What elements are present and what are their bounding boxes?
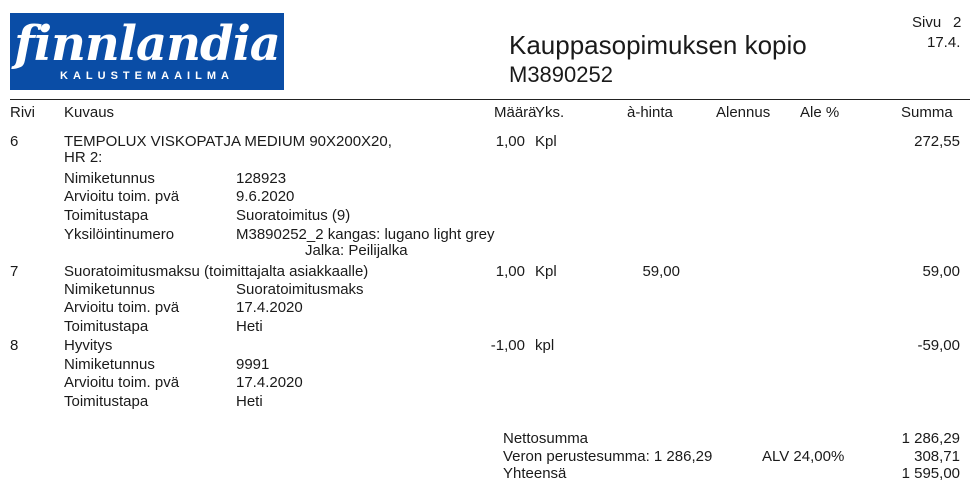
header-date: 17.4.	[927, 34, 961, 51]
col-alennus: Alennus	[716, 104, 771, 121]
vat-label: ALV 24,00%	[762, 448, 845, 465]
detail-label: Yksilöintinumero	[64, 226, 175, 243]
detail-label: Nimiketunnus	[64, 281, 155, 298]
vat-value: 308,71	[914, 448, 960, 465]
logo-subtitle: KALUSTEMAAILMA	[60, 70, 234, 82]
row-sum: 59,00	[922, 263, 960, 280]
finnlandia-logo	[10, 13, 284, 90]
col-yks: Yks.	[535, 104, 565, 121]
row-unit: Kpl	[535, 263, 557, 280]
detail-label: Toimitustapa	[64, 393, 149, 410]
tax-base-label: Veron perustesumma: 1 286,29	[503, 448, 713, 465]
row-description: Hyvitys	[64, 337, 113, 354]
col-kuvaus: Kuvaus	[64, 104, 115, 121]
detail-label: Arvioitu toim. pvä	[64, 299, 180, 316]
document-number: M3890252	[509, 62, 613, 87]
netto-value: 1 286,29	[901, 430, 960, 447]
detail-value: Suoratoimitus (9)	[236, 207, 351, 224]
detail-label: Arvioitu toim. pvä	[64, 374, 180, 391]
page-number: 2	[953, 14, 962, 31]
row-unit-price: 59,00	[642, 263, 680, 280]
detail-value: 17.4.2020	[236, 374, 303, 391]
logo-wordmark: finnlandia	[14, 16, 280, 72]
row-sum: 272,55	[914, 133, 960, 150]
col-ale-pct: Ale %	[800, 104, 840, 121]
netto-label: Nettosumma	[503, 430, 589, 447]
row-unit: Kpl	[535, 133, 557, 150]
total-label: Yhteensä	[503, 465, 567, 482]
row-sum: -59,00	[917, 337, 960, 354]
header-rule	[10, 99, 970, 100]
detail-value: Heti	[236, 318, 263, 335]
detail-label: Toimitustapa	[64, 318, 149, 335]
detail-value: Heti	[236, 393, 263, 410]
col-maara: Määrä	[494, 104, 537, 121]
row-number: 8	[10, 337, 19, 354]
col-ahinta: à-hinta	[627, 104, 673, 121]
row-unit: kpl	[535, 337, 555, 354]
row-number: 7	[10, 263, 19, 280]
detail-value: 9.6.2020	[236, 188, 295, 205]
detail-value: M3890252_2 kangas: lugano light grey	[236, 226, 495, 243]
detail-extra: Jalka: Peilijalka	[305, 242, 408, 259]
row-quantity: 1,00	[495, 133, 525, 150]
detail-value: 128923	[236, 170, 287, 187]
col-summa: Summa	[901, 104, 953, 121]
total-value: 1 595,00	[901, 465, 960, 482]
col-rivi: Rivi	[10, 104, 35, 121]
row-description-cont: HR 2:	[64, 149, 103, 166]
row-description: Suoratoimitusmaksu (toimittajalta asiakkaalle)	[64, 263, 369, 280]
row-description: TEMPOLUX VISKOPATJA MEDIUM 90X200X20,	[64, 133, 392, 150]
detail-value: Suoratoimitusmaks	[236, 281, 364, 298]
row-quantity: 1,00	[495, 263, 525, 280]
detail-label: Toimitustapa	[64, 207, 149, 224]
detail-value: 9991	[236, 356, 270, 373]
detail-label: Nimiketunnus	[64, 356, 155, 373]
detail-value: 17.4.2020	[236, 299, 303, 316]
page-label: Sivu	[912, 14, 942, 31]
detail-label: Nimiketunnus	[64, 170, 155, 187]
row-quantity: -1,00	[490, 337, 525, 354]
document-title: Kauppasopimuksen kopio	[509, 30, 807, 60]
detail-label: Arvioitu toim. pvä	[64, 188, 180, 205]
row-number: 6	[10, 133, 19, 150]
